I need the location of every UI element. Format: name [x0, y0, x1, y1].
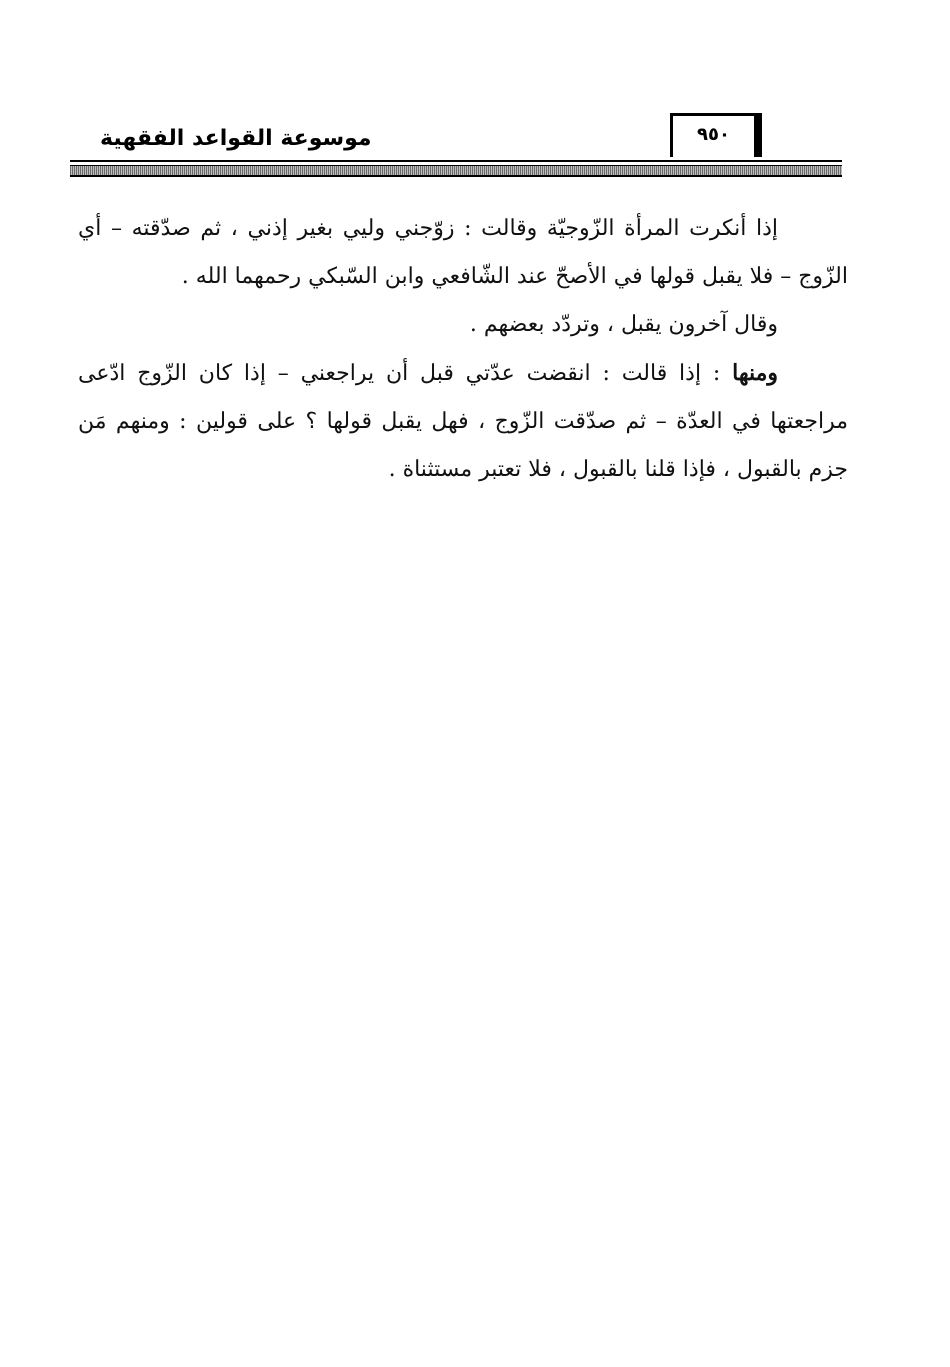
book-title: موسوعة القواعد الفقهية [100, 126, 372, 151]
paragraph-1: إذا أنكرت المرأة الزّوجيّة وقالت : زوّجني وليي بغير إذني ، ثم صدّقته – أي الزّوج – فلا يقبل قولها في الأصحّ عند الشّافعي وابن السّبكي رحمهما الله . [78, 216, 848, 289]
paragraph-3-text: : إذا قالت : انقضت عدّتي قبل أن يراجعني – إذا كان الزّوج ادّعى مراجعتها في العدّة – ثم صدّقت الزّوج ، فهل يقبل قولها ؟ على قولين : ومنهم مَن جزم بالقبول ، فإذا قلنا بالقبول ، فلا تعتبر مستثناة . [78, 361, 848, 482]
header-rule-thin [70, 160, 842, 162]
paragraph-2: وقال آخرون يقبل ، وتردّد بعضهم . [469, 312, 778, 337]
page-number-box [670, 113, 762, 157]
lead-word: ومنها [732, 360, 778, 386]
body-text [78, 205, 848, 494]
header-rule-thick [70, 165, 842, 177]
page-header [70, 110, 842, 180]
page-number: ٩٥٠ [697, 124, 730, 145]
paragraph-3 [78, 349, 848, 494]
